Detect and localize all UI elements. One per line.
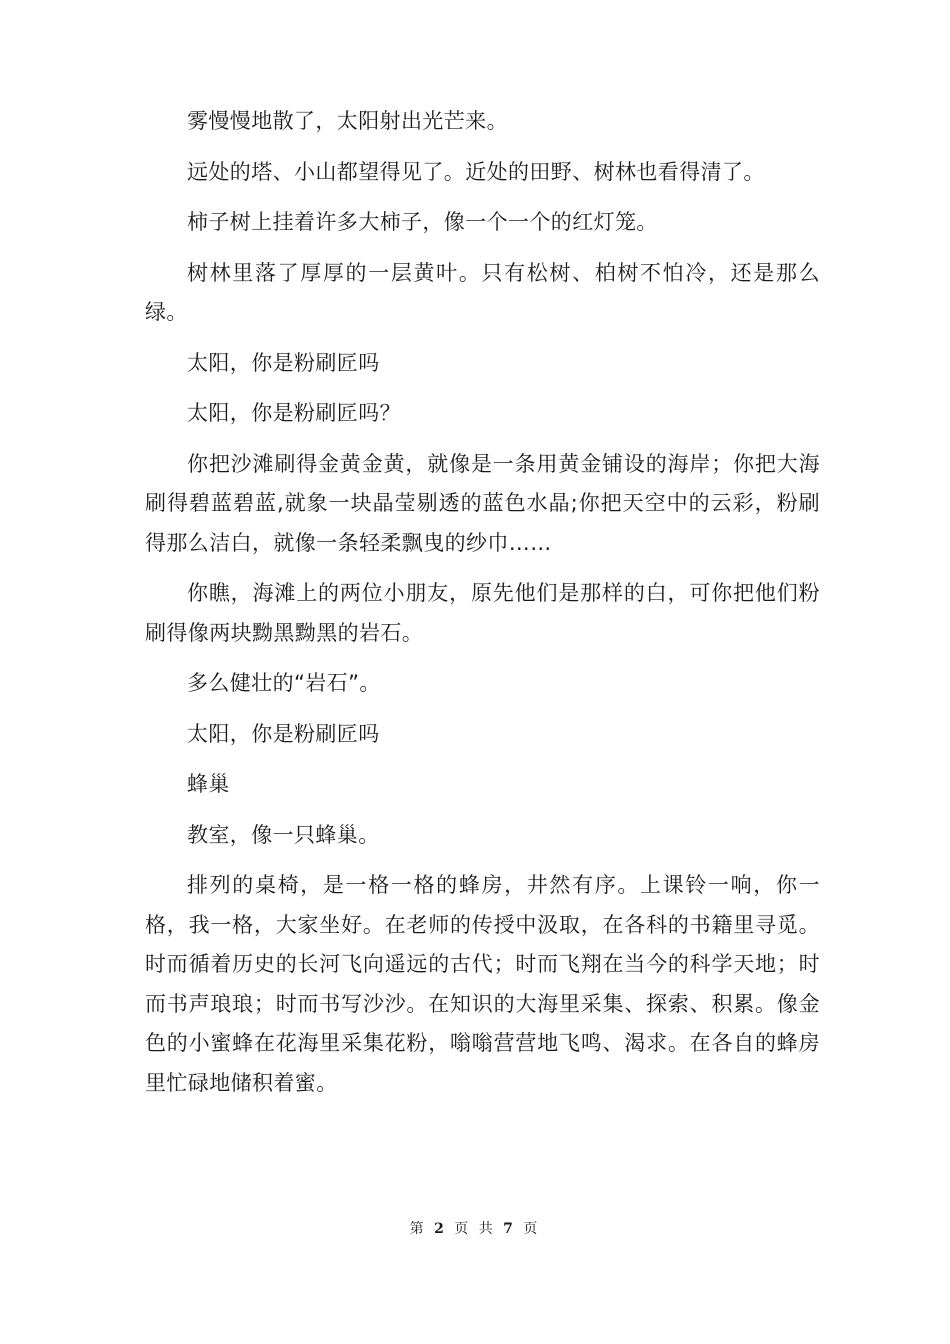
paragraph-2: 远处的塔、小山都望得见了。近处的田野、树林也看得清了。 xyxy=(187,159,765,184)
page-footer xyxy=(0,1218,950,1238)
footer-prefix: 第 xyxy=(409,1221,427,1237)
paragraph-4: 树林里落了厚厚的一层黄叶。只有松树、柏树不怕冷，还是那么绿。 xyxy=(145,260,820,324)
section-title-beehive: 蜂巢 xyxy=(187,772,230,796)
paragraph-12: 教室，像一只蜂巢。 xyxy=(187,822,380,847)
footer-total-pages: 7 xyxy=(503,1221,516,1237)
paragraph-6: 太阳，你是粉刷匠吗？ xyxy=(187,401,401,425)
footer-suffix: 页 xyxy=(523,1221,541,1237)
paragraph-1: 雾慢慢地散了，太阳射出光芒来。 xyxy=(187,109,508,133)
paragraph-13: 排列的桌椅，是一格一格的蜂房，井然有序。上课铃一响，你一格，我一格，大家坐好。在老师的传授中汲取，在各科的书籍里寻觅。时而循着历史的长河飞向遥远的古代；时而飞翔在当今的科学天地；时而书声琅琅；时而书写沙沙。在知识的大海里采集、探索、积累。像金色的小蜜蜂在花海里采集花粉，嗡嗡营营地飞鸣、渴求。在各自的蜂房里忙碌地储积着蜜。 xyxy=(145,873,820,1095)
paragraph-9: 多么健壮的“岩石”。 xyxy=(187,671,381,695)
page-body xyxy=(145,102,820,1114)
paragraph-3: 柿子树上挂着许多大柿子，像一个一个的红灯笼。 xyxy=(187,210,658,234)
footer-middle: 页 共 xyxy=(454,1221,496,1237)
paragraph-8: 你瞧，海滩上的两位小朋友，原先他们是那样的白，可你把他们粉刷得像两块黝黑黝黑的岩石。 xyxy=(145,581,820,645)
section-title-paint: 太阳，你是粉刷匠吗 xyxy=(187,350,380,375)
paragraph-7: 你把沙滩刷得金黄金黄，就像是一条用黄金铺设的海岸；你把大海刷得碧蓝碧蓝,就象一块晶莹剔透的蓝色水晶;你把天空中的云彩，粉刷得那么洁白，就像一条轻柔飘曳的纱巾…… xyxy=(145,451,820,555)
paragraph-10: 太阳，你是粉刷匠吗 xyxy=(187,721,380,746)
footer-current-page: 2 xyxy=(434,1221,447,1237)
